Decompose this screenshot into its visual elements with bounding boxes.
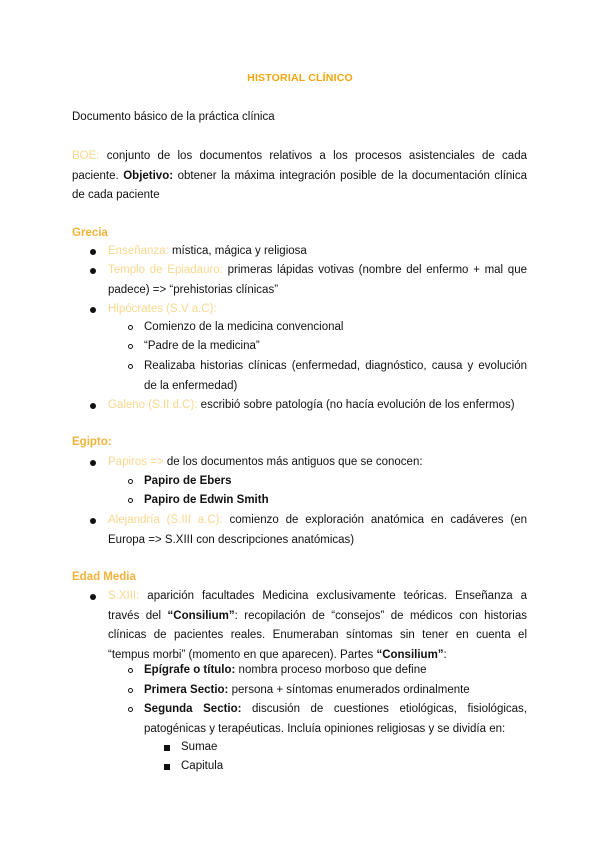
bullet-square: [164, 745, 170, 751]
consilium-primera: [144, 681, 527, 701]
hipocrates-item: Realizaba historias clínicas (enfermedad, diagnóstico, causa y evolución de la enfermedad): [144, 360, 527, 392]
sxiii-text: aparición facultades Medicina exclusivamente teóricas. Enseñanza a través del: [108, 590, 527, 622]
egipto-papiros: [108, 453, 527, 473]
objetivo-label: Objetivo:: [123, 169, 174, 182]
papiro-item: Papiro de Edwin Smith: [144, 494, 269, 506]
hipocrates-item: “Padre de la medicina”: [144, 340, 260, 352]
primera-label: Primera Sectio:: [144, 684, 229, 696]
intro-text: Documento básico de la práctica clínica: [72, 111, 275, 123]
papiros-label: Papiros =>: [108, 456, 164, 468]
galeno-text: escribió sobre patología (no hacía evolución de los enfermos): [197, 399, 515, 411]
consilium-epigrafe: [144, 661, 527, 681]
document-title: HISTORIAL CLÍNICO: [247, 72, 353, 84]
bullet-dot: [90, 518, 96, 524]
segunda-text: discusión de cuestiones etiológicas, fisiológicas, patogénicas y terapéuticas. Incluía opiniones religiosas y se dividía en:: [144, 703, 527, 735]
hipocrates-item: Comienzo de la medicina convencional: [144, 321, 344, 333]
egipto-heading: Egipto:: [72, 436, 112, 448]
ensenanza-label: Enseñanza:: [108, 245, 169, 257]
templo-text: primeras lápidas votivas (nombre del enfermo + mal que padece) => “prehistorias clínicas”: [108, 264, 527, 296]
bullet-square: [164, 764, 170, 770]
objetivo-text: obtener la máxima integración posible de la documentación clínica de cada paciente: [72, 169, 527, 201]
bullet-dot: [90, 460, 96, 466]
galeno-label: Galeno (S.II d.C):: [108, 399, 198, 411]
alejandria-text: comienzo de exploración anatómica en cadáveres (en Europa => S.XIII con descripciones anatómicas): [108, 514, 527, 546]
boe-label: BOE:: [72, 150, 100, 162]
bullet-circle: [128, 325, 133, 330]
consilium-segunda: [144, 700, 527, 739]
grecia-hipocrates: [108, 300, 527, 320]
sxiii-text: : recopilación de “consejos” de médicos con historias clínicas de pacientes reales. Enumeraban síntomas sin tener en cuenta el “tempus morbi” (momento en que aparecen). Partes: [108, 609, 527, 661]
grecia-heading: Grecia: [72, 227, 108, 239]
sxiii-label: S.XIII:: [108, 590, 140, 602]
boe-text: conjunto de los documentos relativos a los procesos asistenciales de cada paciente.: [72, 150, 527, 182]
bullet-circle: [128, 498, 133, 503]
sxiii-text: :: [443, 648, 447, 661]
grecia-galeno: [108, 396, 527, 416]
hipocrates-label: Hipócrates (S.V a.C):: [108, 303, 217, 315]
consilium-term: “Consilium”: [167, 609, 235, 622]
epigrafe-text: nombra proceso morboso que define: [235, 664, 427, 676]
segunda-item: Sumae: [181, 741, 218, 753]
bullet-dot: [90, 249, 96, 255]
consilium-term: “Consilium”: [376, 648, 444, 661]
bullet-circle: [128, 688, 133, 693]
edad-media-sxiii: [108, 587, 527, 665]
ensenanza-text: mística, mágica y religiosa: [168, 245, 307, 257]
papiro-item: Papiro de Ebers: [144, 475, 232, 487]
grecia-templo: [108, 261, 527, 300]
epigrafe-label: Epígrafe o título:: [144, 664, 236, 676]
grecia-ensenanza: [108, 242, 527, 262]
edad-media-heading: Edad Media: [72, 571, 136, 583]
alejandria-label: Alejandría (S.III a.C):: [108, 514, 223, 526]
primera-text: persona + síntomas enumerados ordinalmente: [228, 684, 470, 696]
egipto-alejandria: [108, 511, 527, 550]
bullet-dot: [90, 268, 96, 274]
bullet-circle: [128, 479, 133, 484]
templo-label: Templo de Epiadauro:: [108, 264, 223, 276]
papiros-text: de los documentos más antiguos que se conocen:: [163, 456, 423, 468]
segunda-label: Segunda Sectio:: [144, 703, 242, 715]
bullet-circle: [128, 707, 133, 712]
bullet-circle: [128, 668, 133, 673]
boe-paragraph: [72, 147, 527, 206]
segunda-item: Capitula: [181, 760, 224, 772]
bullet-dot: [90, 307, 96, 313]
bullet-circle: [128, 364, 133, 369]
bullet-dot: [90, 594, 96, 600]
bullet-circle: [128, 344, 133, 349]
bullet-dot: [90, 403, 96, 409]
